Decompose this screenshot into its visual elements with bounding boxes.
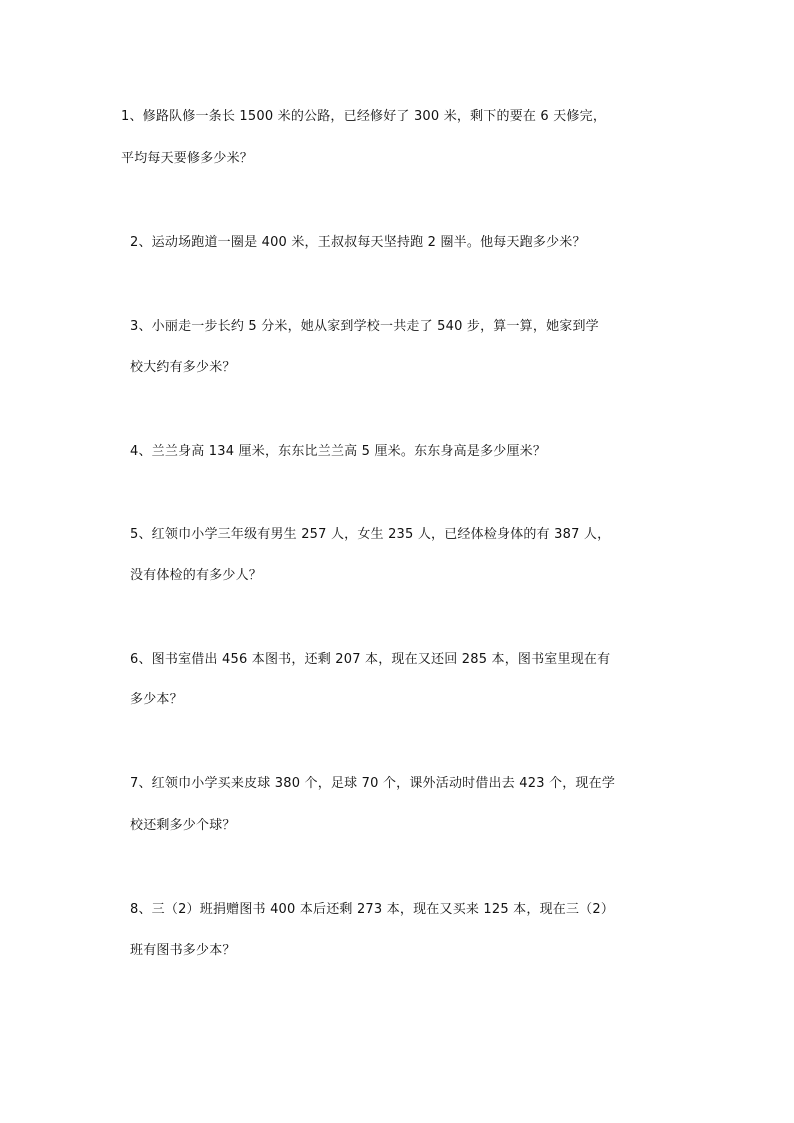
problem-4-line-1: 4、兰兰身高 134 厘米，东东比兰兰高 5 厘米。东东身高是多少厘米？ (130, 444, 547, 459)
problem-8-line-1: 8、三（2）班捐赠图书 400 本后还剩 273 本，现在又买来 125 本，现在三（2） (130, 902, 615, 917)
problem-2-line-1: 2、运动场跑道一圈是 400 米，王叔叔每天坚持跑 2 圈半。他每天跑多少米？ (130, 235, 586, 250)
problem-3-line-2: 校大约有多少米？ (130, 360, 236, 375)
problem-6-line-1: 6、图书室借出 456 本图书，还剩 207 本，现在又还回 285 本，图书室里现在有 (130, 652, 611, 667)
problem-1-line-1: 1、修路队修一条长 1500 米的公路，已经修好了 300 米，剩下的要在 6 天修完， (121, 109, 607, 124)
problem-1-line-2: 平均每天要修多少米？ (121, 151, 254, 166)
problem-7-line-2: 校还剩多少个球？ (130, 818, 236, 833)
problem-5-line-1: 5、红领巾小学三年级有男生 257 人，女生 235 人，已经体检身体的有 387 人， (130, 527, 611, 542)
problem-7-line-1: 7、红领巾小学买来皮球 380 个，足球 70 个，课外活动时借出去 423 个，现在学 (130, 776, 616, 791)
problem-5-line-2: 没有体检的有多少人？ (130, 568, 263, 583)
problem-6-line-2: 多少本？ (130, 692, 183, 707)
problem-3-line-1: 3、小丽走一步长约 5 分米，她从家到学校一共走了 540 步，算一算，她家到学 (130, 319, 599, 334)
problem-8-line-2: 班有图书多少本？ (130, 943, 236, 958)
